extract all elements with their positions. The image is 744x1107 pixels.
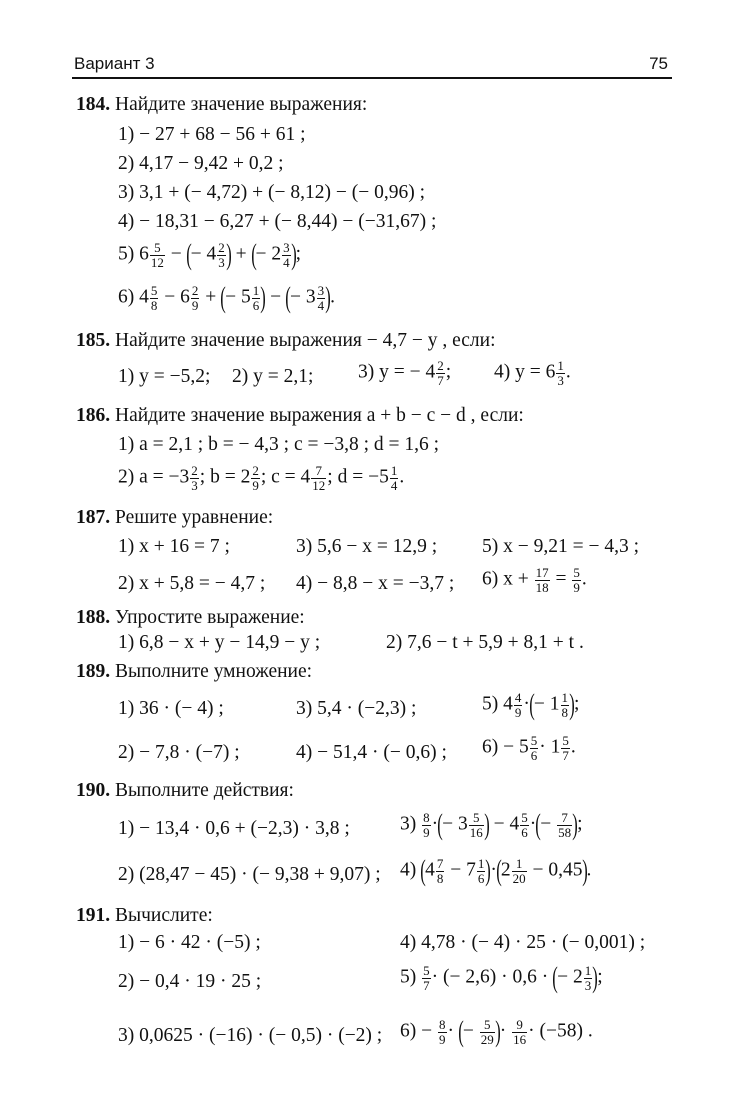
problem-187-item-3: 3) 5,6 − x = 12,9 ; [296, 536, 438, 557]
problem-191-item-4: 4) 4,78 · (− 4) · 25 · (− 0,001) ; [400, 932, 646, 953]
problem-191-item-6: 6) − $\frac{8}{9}$ · (− $\frac{5}{29}$ )· $\frac{9}{16}$ · (−58) . [400, 1015, 593, 1048]
problem-190-item-4: 4) (4 $\frac{7}{8}$ − 7 $\frac{1}{6}$ )·(2 $\frac{1}{20}$ − 0,45). [400, 854, 592, 887]
problem-189-item-1: 1) 36 · (− 4) ; [118, 698, 224, 719]
problem-187-heading: 187. Решите уравнение: [76, 507, 274, 528]
problem-188-item-2: 2) 7,6 − t + 5,9 + 8,1 + t . [386, 632, 584, 653]
problem-191-item-3: 3) 0,0625 · (−16) · (− 0,5) · (−2) ; [118, 1025, 383, 1046]
problem-187-item-2: 2) x + 5,8 = − 4,7 ; [118, 573, 266, 594]
problem-184-item-4: 4) − 18,31 − 6,27 + (− 8,44) − (−31,67) ; [118, 211, 437, 232]
problem-190-item-1: 1) − 13,4 · 0,6 + (−2,3) · 3,8 ; [118, 818, 350, 839]
problem-185-item-4: 4) y = 6 $\frac{1}{3}$ . [494, 358, 571, 388]
problem-190-item-3: 3) $\frac{8}{9}$ ·(− 3 $\frac{5}{16}$ ) − 4 $\frac{5}{6}$ ·(− $\frac{7}{58}$ ); [400, 808, 583, 841]
problem-185-heading: 185. Найдите значение выражения − 4,7 − y , если: [76, 330, 496, 351]
problem-185-item-2: 2) y = 2,1; [232, 366, 314, 387]
problem-189-item-5: 5) 4 $\frac{4}{9}$ ·(− 1 $\frac{1}{8}$ ); [482, 688, 580, 721]
problem-186-item-2: 2) a = −3 $\frac{2}{3}$ ; b = 2 $\frac{2}{9}$ ; c = 4 $\frac{7}{12}$ ; d = −5 $\frac{1}{4}$ . [118, 463, 405, 493]
problem-191-item-1: 1) − 6 · 42 · (−5) ; [118, 932, 261, 953]
problem-188-item-1: 1) 6,8 − x + y − 14,9 − y ; [118, 632, 321, 653]
problem-186-heading: 186. Найдите значение выражения a + b − c − d , если: [76, 405, 524, 426]
problem-190-item-2: 2) (28,47 − 45) · (− 9,38 + 9,07) ; [118, 864, 381, 885]
page-header [72, 52, 672, 79]
problem-189-heading: 189. Выполните умножение: [76, 661, 313, 682]
problem-184-item-1: 1) − 27 + 68 − 56 + 61 ; [118, 124, 306, 145]
problem-184-item-6: 6) 4 $\frac{5}{8}$ − 6 $\frac{2}{9}$ + (− 5 $\frac{1}{6}$ ) − (− 3 $\frac{3}{4}$ ). [118, 281, 335, 314]
problem-190-heading: 190. Выполните действия: [76, 780, 294, 801]
problem-191-heading: 191. Вычислите: [76, 905, 213, 926]
problem-189-item-2: 2) − 7,8 · (−7) ; [118, 742, 240, 763]
variant-title: Вариант 3 [74, 54, 155, 73]
problem-189-item-4: 4) − 51,4 · (− 0,6) ; [296, 742, 447, 763]
problem-187-item-1: 1) x + 16 = 7 ; [118, 536, 230, 557]
problem-191-item-5: 5) $\frac{5}{7}$ · (− 2,6) · 0,6 · (− 2 $\frac{1}{3}$ ); [400, 961, 603, 994]
problem-184-heading: 184. Найдите значение выражения: [76, 94, 368, 115]
textbook-page [72, 52, 672, 79]
problem-191-item-2: 2) − 0,4 · 19 · 25 ; [118, 971, 262, 992]
problem-187-item-4: 4) − 8,8 − x = −3,7 ; [296, 573, 455, 594]
problem-185-item-3: 3) y = − 4 $\frac{2}{7}$ ; [358, 358, 452, 388]
problem-184-item-2: 2) 4,17 − 9,42 + 0,2 ; [118, 153, 284, 174]
problem-185-item-1: 1) y = −5,2; [118, 366, 211, 387]
problem-189-item-6: 6) − 5 $\frac{5}{6}$ · 1 $\frac{5}{7}$ . [482, 733, 576, 763]
problem-184-item-5: 5) 6 $\frac{5}{12}$ − (− 4 $\frac{2}{3}$ ) + (− 2 $\frac{3}{4}$ ); [118, 238, 302, 271]
problem-188-heading: 188. Упростите выражение: [76, 607, 305, 628]
problem-187-item-5: 5) x − 9,21 = − 4,3 ; [482, 536, 640, 557]
problem-187-item-6: 6) x + $\frac{17}{18}$ = $\frac{5}{9}$ . [482, 565, 587, 595]
problem-189-item-3: 3) 5,4 · (−2,3) ; [296, 698, 417, 719]
page-number: 75 [649, 54, 668, 73]
problem-184-item-3: 3) 3,1 + (− 4,72) + (− 8,12) − (− 0,96) ; [118, 182, 425, 203]
problem-186-item-1: 1) a = 2,1 ; b = − 4,3 ; c = −3,8 ; d = 1,6 ; [118, 434, 440, 455]
